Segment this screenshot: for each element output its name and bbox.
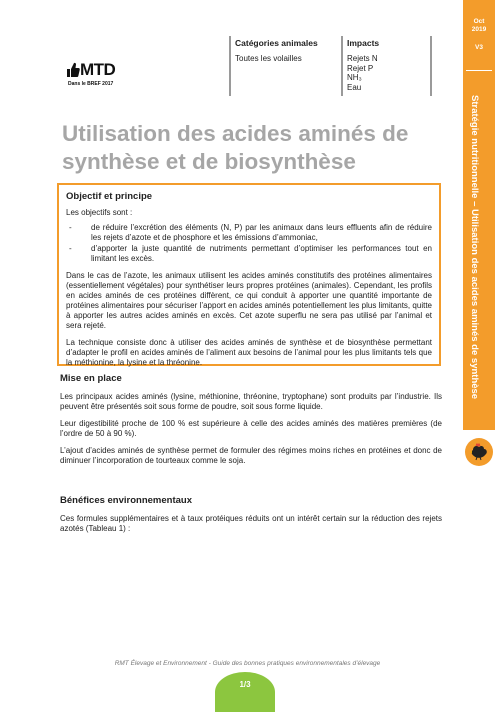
impacts-item: Rejet P <box>347 63 374 73</box>
objective-paragraph: La technique consiste donc à utiliser des acides aminés de synthèse et de biosynthèse permettant d’adapter le profil en acides aminés de l’aliment aux besoins de l’animal pour les plus limitants tels que la méthionine, la lysine et la thréonine. <box>66 338 432 367</box>
footer-text: RMT Élevage et Environnement - Guide des bonnes pratiques environnementales d’élevage <box>114 660 381 667</box>
column-divider <box>430 36 432 96</box>
page-title: Utilisation des acides aminés de synthèse et de biosynthèse <box>62 121 409 174</box>
categories-title: Catégories animales <box>235 38 318 48</box>
categories-item: Toutes les volailles <box>235 54 302 63</box>
hen-icon <box>465 438 493 466</box>
section-paragraph: Ces formules supplémentaires et à taux protéiques réduits ont un intérêt certain sur la réduction des rejets azotés (Tableau 1) : <box>60 514 442 533</box>
objective-paragraph: Dans le cas de l’azote, les animaux utilisent les acides aminés constitutifs des protéines alimentaires (essentiellement végétales) pour synthétiser leurs propres protéines (animales). Cependant, les profils en acides aminés de ces protéines diffèrent, ce qui conduit à apporter une quantité importante de protéines alimentaires pour sécuriser l’apport en acides aminés potentiellement les plus limitants, quitte à apporter les autres acides aminés en excès. Cet azote superflu ne sera pas utilisé par l’animal et sera rejeté. <box>66 271 432 330</box>
page-badge <box>215 672 275 712</box>
impacts-item: Eau <box>347 82 362 92</box>
section-heading: Mise en place <box>60 373 122 384</box>
side-date-month: Oct <box>473 18 485 25</box>
impacts-title: Impacts <box>347 38 380 48</box>
side-title-wrap <box>469 95 489 415</box>
side-title: Stratégie nutritionnelle – Utilisation des acides aminés de synthèse <box>469 95 480 400</box>
side-version: V3 <box>475 44 483 51</box>
section-benefices <box>60 495 442 541</box>
list-item-text: de réduire l’excrétion des éléments (N, P) par les animaux dans leurs effluents afin de réduire les rejets d’azote et de phosphore et les émissions d’ammoniac, <box>91 223 432 242</box>
list-item: - d’apporter la juste quantité de nutriments permettant d’optimiser les performances tout en limitant les excès. <box>69 244 432 263</box>
section-mise-en-place <box>60 373 442 473</box>
impacts-item: NH₃ <box>347 73 362 82</box>
side-date-year: 2019 <box>471 26 487 33</box>
list-item-text: d’apporter la juste quantité de nutriments permettant d’optimiser les performances tout en limitant les excès. <box>91 244 432 263</box>
section-paragraph: L’ajout d’acides aminés de synthèse permet de formuler des régimes moins riches en protéines et donc de diminuer l’incorporation de tourteaux comme le soja. <box>60 446 442 465</box>
section-heading: Bénéfices environnementaux <box>60 495 192 506</box>
logo-subtitle: Dans le BREF 2017 <box>68 81 114 87</box>
impacts-item: Rejets N <box>347 54 378 63</box>
objective-intro: Les objectifs sont : <box>66 208 133 217</box>
logo-text: MTD <box>80 60 116 79</box>
categories-column <box>229 36 335 96</box>
side-divider <box>466 70 492 71</box>
objective-box <box>57 183 441 366</box>
section-paragraph: Leur digestibilité proche de 100 % est supérieure à celle des acides aminés des matières premières (de l’ordre de 50 à 90 %). <box>60 419 442 438</box>
side-date <box>463 18 495 34</box>
impacts-column <box>341 36 432 96</box>
mtd-logo <box>66 60 126 92</box>
objective-heading: Objectif et principe <box>66 191 153 202</box>
thumbs-up-icon <box>66 62 80 78</box>
section-paragraph: Les principaux acides aminés (lysine, méthionine, thréonine, tryptophane) sont produits par l’industrie. Ils peuvent être présentés soit sous forme de poudre, soit sous forme liquide. <box>60 392 442 411</box>
objective-list <box>66 223 432 264</box>
page-number: 1/3 <box>239 680 251 689</box>
list-item: - de réduire l’excrétion des éléments (N, P) par les animaux dans leurs effluents afin de réduire les rejets d’azote et de phosphore et les émissions d’ammoniac, <box>69 223 432 242</box>
